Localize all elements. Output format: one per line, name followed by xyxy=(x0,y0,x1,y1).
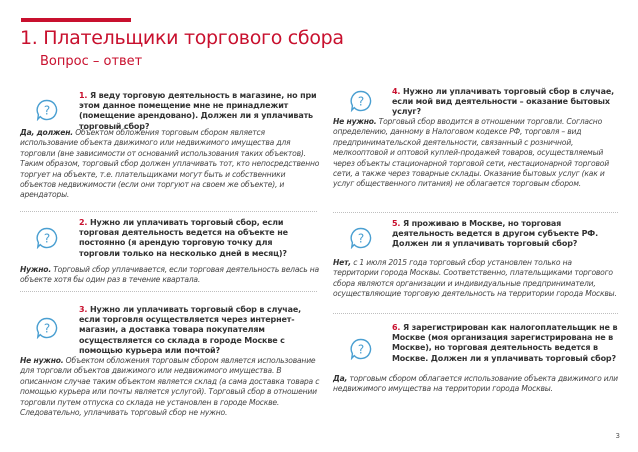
answer-lead: Да, должен. xyxy=(20,128,73,137)
question-4 xyxy=(392,87,618,118)
question-text: Я проживаю в Москве, но торговая деятельность ведется в другом субъекте РФ. Должен ли я уплачивать торговый сбор? xyxy=(392,219,598,249)
answer-6 xyxy=(333,374,619,395)
question-icon xyxy=(350,338,372,360)
question-number: 1. xyxy=(79,91,88,100)
divider xyxy=(333,212,618,213)
answer-text: Торговый сбор уплачивается, если торговая деятельность велась на объекте хотя бы один раз в течение квартала. xyxy=(20,265,319,285)
question-number: 3. xyxy=(79,305,88,314)
answer-text: с 1 июля 2015 года торговый сбор установлен только на территории города Москвы. Соответственно, плательщиками торгового сбора являются организации и индивидуальные предприниматели, осуществляющие торговую деятельность на территории города Москвы. xyxy=(333,258,617,299)
svg-text:?: ? xyxy=(357,342,365,357)
question-text: Нужно ли уплачивать торговый сбор в случае, если торговля осуществляется через интернет-магазин, а доставка товара покупателям осуществляется со склада в городе Москве с помощью курьера или почтой? xyxy=(79,305,302,355)
question-text: Я веду торговую деятельность в магазине, но при этом данное помещение мне не принадлежит (помещение арендовано). Должен ли я уплачивать торговый сбор? xyxy=(79,91,317,131)
page-number: 3 xyxy=(615,432,620,440)
question-text: Нужно ли уплачивать торговый сбор в случае, если мой вид деятельности – оказание бытовых услуг? xyxy=(392,87,615,117)
answer-3 xyxy=(20,356,320,418)
question-text: Я зарегистрирован как налогоплательщик не в Москве (моя организация зарегистрирована не в Москве), но торговая деятельность ведется в Москве. Должен ли я уплачивать торговый сбор? xyxy=(392,323,618,363)
question-6 xyxy=(392,323,618,364)
question-icon xyxy=(36,227,58,249)
answer-lead: Не нужно. xyxy=(20,356,64,365)
divider xyxy=(20,211,317,212)
svg-text:?: ? xyxy=(43,321,51,336)
answer-text: торговым сбором облагается использование объекта движимого или недвижимого имущества на территории города Москвы. xyxy=(333,374,618,394)
question-number: 4. xyxy=(392,87,401,96)
answer-1 xyxy=(20,128,320,201)
answer-lead: Нужно. xyxy=(20,265,52,274)
question-icon xyxy=(36,317,58,339)
question-number: 2. xyxy=(79,218,88,227)
question-1 xyxy=(79,91,317,132)
question-5 xyxy=(392,219,618,250)
answer-lead: Да, xyxy=(333,374,348,383)
divider xyxy=(333,313,618,314)
answer-5 xyxy=(333,258,619,300)
question-icon xyxy=(350,227,372,249)
svg-text:?: ? xyxy=(43,103,51,118)
answer-4 xyxy=(333,117,619,190)
page-title: 1. Плательщики торгового сбора xyxy=(20,27,344,49)
answer-text: Объектом обложения торговым сбором является использование объекта движимого или недвижимого имущества для торговли (вне зависимости от оснований использования таких объектов). Таким образом, торговый сбор должен уплачивать тот, кто непосредственно торгует на объекте, т.е. плательщиками могут быть и собственники объектов недвижимости (если они торгуют на своем же объекте), и арендаторы. xyxy=(20,128,320,200)
answer-lead: Нет, xyxy=(333,258,351,267)
svg-text:?: ? xyxy=(357,94,365,109)
question-icon xyxy=(36,99,58,121)
svg-text:?: ? xyxy=(43,231,51,246)
question-number: 6. xyxy=(392,323,401,332)
question-text: Нужно ли уплачивать торговый сбор, если торговая деятельность ведется на объекте не постоянно (я арендую торговую точку для торговли только на несколько дней в месяц)? xyxy=(79,218,288,258)
answer-lead: Не нужно. xyxy=(333,117,377,126)
divider xyxy=(20,291,317,292)
question-number: 5. xyxy=(392,219,401,228)
answer-text: Торговый сбор вводится в отношении торговли. Согласно определению, данному в Налоговом кодексе РФ, торговля – вид предпринимательской деятельности, связанный с розничной, мелкооптовой и оптовой куплей-продажей товаров, осуществляемый через объекты стационарной торговой сети, нестационарной торговой сети, а также через товарные склады. Оказание бытовых услуг (как и услуг общественного питания) не облагается торговым сбором. xyxy=(333,117,609,189)
svg-text:?: ? xyxy=(357,231,365,246)
question-3 xyxy=(79,305,309,356)
title-accent-bar xyxy=(21,18,131,22)
answer-2 xyxy=(20,265,320,286)
question-icon xyxy=(350,90,372,112)
page-subtitle: Вопрос – ответ xyxy=(40,54,143,69)
answer-text: Объектом обложения торговым сбором является использование для торговли объектов движимого или недвижимого имущества. В описанном случае таким объектом является склад (а сама доставка товара с помощью курьера или почты является услугой). Торговый сбор в отношении торговли путем отпуска со склада не установлен в городе Москве. Следовательно, уплачивать торговый сбор не нужно. xyxy=(20,356,320,418)
question-2 xyxy=(79,218,309,259)
